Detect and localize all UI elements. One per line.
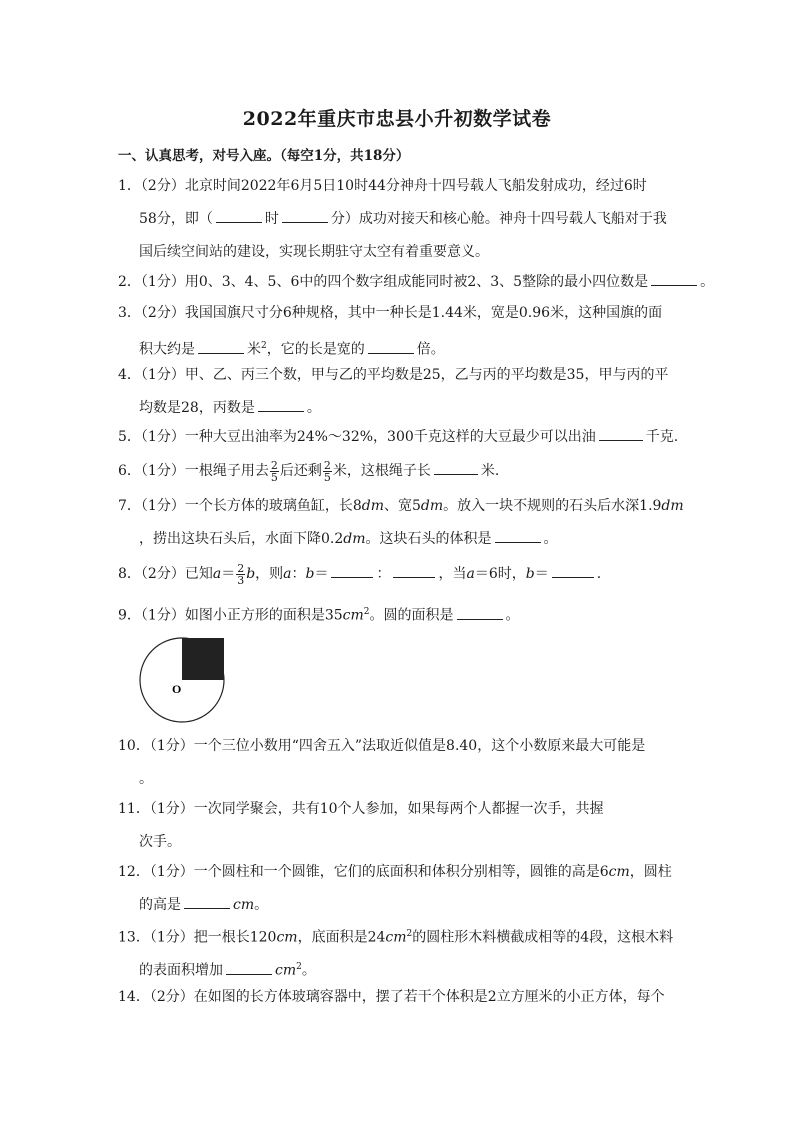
answer-blank[interactable] bbox=[184, 893, 230, 909]
answer-blank[interactable] bbox=[226, 959, 272, 975]
q1-line-3: 国后续空间站的建设，实现长期驻守太空有着重要意义。 bbox=[139, 244, 489, 260]
answer-blank[interactable] bbox=[331, 562, 373, 578]
question-3: 3．（2分）我国国旗尺寸分6种规格，其中一种长是1.44米，宽是0.96米，这种国旗的面 积大约是 米$^2$，它的长是宽的 倍。 bbox=[118, 305, 663, 358]
answer-blank[interactable] bbox=[434, 459, 478, 475]
q1-line-2: 58分，即（ 时 分）成功对接天和核心舱。神舟十四号载人飞船对于我 bbox=[118, 203, 678, 236]
answer-blank[interactable] bbox=[368, 338, 414, 354]
fraction: $\frac{2}{5}$ bbox=[323, 458, 331, 484]
question-14: 14．（2分）在如图的长方体玻璃容器中，摆了若干个体积是2立方厘米的小正方体，每个 bbox=[118, 989, 665, 1005]
circle-square-diagram bbox=[138, 636, 230, 724]
answer-blank[interactable] bbox=[282, 207, 328, 223]
circle-square-figure bbox=[138, 636, 230, 724]
question-8: 8．（2分）已知a＝ $\frac{2}{3}$ b，则a：b＝ ： ，当a＝6时，b＝ . bbox=[118, 561, 602, 587]
question-12: 12．（1分）一个圆柱和一个圆锥，它们的底面积和体积分别相等，圆锥的高是6cm，圆柱 的高是 cm。 bbox=[118, 864, 672, 913]
fraction: $\frac{2}{5}$ bbox=[270, 458, 278, 484]
answer-blank[interactable] bbox=[457, 604, 503, 620]
question-11: 11．（1分）一次同学聚会，共有10个人参加，如果每两个人都握一次手，共握 次手。 bbox=[118, 801, 604, 850]
answer-blank[interactable] bbox=[393, 562, 435, 578]
question-13: 13．（1分）把一根长120cm，底面积是$24cm^2$的圆柱形木料横截成相等的4段，这根木料 的表面积增加 $cm^2$。 bbox=[118, 929, 674, 979]
question-5: 5．（1分）一种大豆出油率为24%～32%，300千克这样的大豆最少可以出油 千克. bbox=[118, 421, 678, 454]
exam-title: 2022年重庆市忠县小升初数学试卷 bbox=[242, 108, 552, 130]
answer-blank[interactable] bbox=[258, 396, 304, 412]
q1-line-1: 1．（2分）北京时间2022年6月5日10时44分神舟十四号载人飞船发射成功，经过6时 bbox=[118, 178, 647, 194]
question-2: 2．（1分）用0、3、4、5、6中的四个数字组成能同时被2、3、5整除的最小四位数是 。 bbox=[118, 266, 678, 299]
question-7: 7．（1分）一个长方体的玻璃鱼缸，长8dm、宽5dm。放入一块不规则的石头后水深1.9dm ，捞出这块石头后，水面下降0.2dm。这块石头的体积是 。 bbox=[118, 498, 684, 547]
answer-blank[interactable] bbox=[599, 425, 643, 441]
answer-blank[interactable] bbox=[198, 338, 244, 354]
answer-blank[interactable] bbox=[216, 207, 262, 223]
answer-blank[interactable] bbox=[651, 270, 697, 286]
question-10: 10．（1分）一个三位小数用“四舍五入”法取近似值是8.40，这个小数原来最大可能是 。 bbox=[118, 738, 646, 787]
fraction: $\frac{2}{3}$ bbox=[237, 561, 245, 587]
section-heading-1: 一、认真思考，对号入座。（每空1分，共18分） bbox=[118, 148, 410, 164]
center-label-o: O bbox=[172, 682, 182, 696]
question-4: 4．（1分）甲、乙、丙三个数，甲与乙的平均数是25，乙与丙的平均数是35，甲与丙的平 均数是28，丙数是 。 bbox=[118, 367, 669, 416]
question-6: 6．（1分）一根绳子用去 $\frac{2}{5}$ 后还剩 $\frac{2}{5}$ 米，这根绳子长 米. bbox=[118, 458, 500, 484]
question-9: 9．（1分）如图小正方形的面积是$35cm^2$。圆的面积是 。 bbox=[118, 596, 678, 629]
answer-blank[interactable] bbox=[552, 562, 594, 578]
answer-blank[interactable] bbox=[495, 527, 541, 543]
question-1 bbox=[118, 170, 678, 269]
shaded-square bbox=[182, 638, 224, 680]
